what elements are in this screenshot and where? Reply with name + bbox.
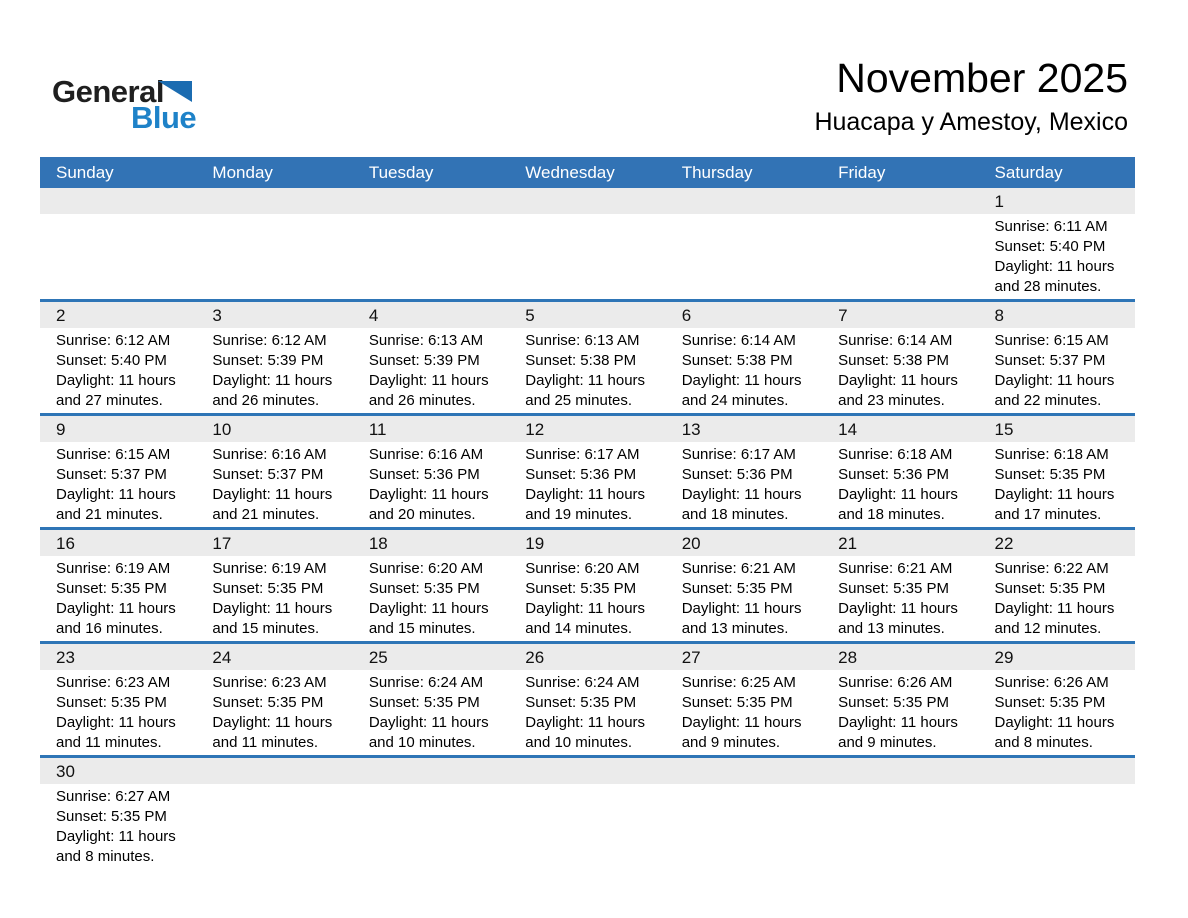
daylight-text-line1: Daylight: 11 hours [368, 714, 489, 731]
weekday-header-0: Sunday [56, 163, 114, 182]
day-cell-2 [40, 302, 196, 413]
daylight-text-line2: and 11 minutes. [212, 734, 319, 751]
day-info [666, 784, 822, 866]
day-number: 17 [196, 530, 352, 556]
day-number [509, 758, 665, 784]
day-info [666, 442, 822, 527]
day-info [509, 442, 665, 527]
day-info [979, 328, 1135, 413]
sunrise-text: Sunrise: 6:13 AM [525, 332, 640, 349]
day-cell-7 [822, 302, 978, 413]
sunrise-text: Sunrise: 6:19 AM [212, 560, 327, 577]
day-info [666, 214, 822, 296]
day-info [979, 784, 1135, 866]
day-info [40, 214, 196, 296]
day-cell-empty [666, 188, 822, 299]
day-cell-empty [822, 188, 978, 299]
daylight-text-line1: Daylight: 11 hours [56, 486, 176, 503]
day-info [822, 442, 978, 527]
weekday-header-row [40, 157, 1135, 188]
day-number: 16 [40, 530, 196, 556]
day-number: 22 [979, 530, 1135, 556]
day-info [509, 784, 665, 866]
day-cell-28 [822, 644, 978, 755]
sunset-text: Sunset: 5:36 PM [368, 466, 480, 483]
daylight-text-line1: Daylight: 11 hours [681, 714, 802, 731]
day-cell-18 [353, 530, 509, 641]
sunset-text: Sunset: 5:38 PM [838, 352, 950, 369]
month-title: November 2025 [836, 55, 1128, 101]
day-info [822, 328, 978, 413]
sunset-text: Sunset: 5:35 PM [56, 580, 167, 597]
day-number [666, 758, 822, 784]
sunset-text: Sunset: 5:38 PM [525, 352, 637, 369]
sunset-text: Sunset: 5:35 PM [56, 694, 167, 711]
day-number: 23 [40, 644, 196, 670]
daylight-text-line2: and 18 minutes. [838, 506, 945, 523]
day-info [353, 328, 509, 413]
weekday-header-6: Saturday [994, 163, 1063, 182]
day-number: 27 [666, 644, 822, 670]
daylight-text-line1: Daylight: 11 hours [838, 714, 958, 731]
day-cell-23 [40, 644, 196, 755]
daylight-text-line1: Daylight: 11 hours [368, 486, 489, 503]
sunrise-text: Sunrise: 6:21 AM [681, 560, 796, 577]
day-info [40, 784, 196, 869]
sunset-text: Sunset: 5:35 PM [368, 580, 480, 597]
day-number: 2 [40, 302, 196, 328]
day-info [353, 214, 509, 296]
day-number: 19 [509, 530, 665, 556]
day-number: 9 [40, 416, 196, 442]
day-info [196, 442, 352, 527]
day-number: 7 [822, 302, 978, 328]
day-info [666, 556, 822, 641]
day-cell-20 [666, 530, 822, 641]
daylight-text-line1: Daylight: 11 hours [994, 600, 1115, 617]
day-info [822, 214, 978, 296]
week-row-4 [40, 527, 1135, 641]
daylight-text-line2: and 26 minutes. [368, 392, 476, 409]
daylight-text-line1: Daylight: 11 hours [994, 258, 1115, 275]
daylight-text-line1: Daylight: 11 hours [838, 486, 958, 503]
daylight-text-line2: and 8 minutes. [994, 734, 1093, 751]
day-number: 1 [979, 188, 1135, 214]
sunrise-text: Sunrise: 6:15 AM [56, 446, 171, 463]
day-number: 28 [822, 644, 978, 670]
day-cell-empty [353, 188, 509, 299]
sunset-text: Sunset: 5:35 PM [681, 694, 793, 711]
day-info [353, 556, 509, 641]
day-info [40, 442, 196, 527]
day-number: 24 [196, 644, 352, 670]
sunrise-text: Sunrise: 6:17 AM [681, 446, 796, 463]
day-info [979, 670, 1135, 755]
day-cell-21 [822, 530, 978, 641]
daylight-text-line2: and 16 minutes. [56, 620, 163, 637]
daylight-text-line1: Daylight: 11 hours [212, 600, 333, 617]
day-cell-30 [40, 758, 196, 869]
calendar-weeks [40, 188, 1135, 869]
sunset-text: Sunset: 5:35 PM [56, 808, 167, 825]
sunrise-text: Sunrise: 6:20 AM [525, 560, 640, 577]
daylight-text-line1: Daylight: 11 hours [994, 714, 1115, 731]
weekday-header-2: Tuesday [368, 163, 434, 182]
day-number: 29 [979, 644, 1135, 670]
daylight-text-line2: and 10 minutes. [368, 734, 476, 751]
daylight-text-line2: and 15 minutes. [368, 620, 476, 637]
daylight-text-line1: Daylight: 11 hours [525, 600, 646, 617]
day-info [509, 670, 665, 755]
general-blue-logo [52, 74, 212, 138]
sunset-text: Sunset: 5:37 PM [56, 466, 167, 483]
day-number: 21 [822, 530, 978, 556]
day-number: 26 [509, 644, 665, 670]
day-cell-1 [979, 188, 1135, 299]
day-cell-29 [979, 644, 1135, 755]
sunset-text: Sunset: 5:35 PM [525, 580, 637, 597]
calendar-grid [40, 157, 1135, 869]
day-cell-16 [40, 530, 196, 641]
day-number: 13 [666, 416, 822, 442]
daylight-text-line2: and 24 minutes. [681, 392, 789, 409]
sunset-text: Sunset: 5:35 PM [994, 580, 1106, 597]
sunrise-text: Sunrise: 6:21 AM [838, 560, 953, 577]
day-cell-empty [40, 188, 196, 299]
sunrise-text: Sunrise: 6:12 AM [212, 332, 327, 349]
logo-text-general: General [52, 74, 164, 109]
daylight-text-line1: Daylight: 11 hours [838, 372, 958, 389]
sunset-text: Sunset: 5:35 PM [838, 694, 950, 711]
day-cell-empty [979, 758, 1135, 869]
day-number [196, 188, 352, 214]
day-info [196, 214, 352, 296]
daylight-text-line1: Daylight: 11 hours [525, 372, 646, 389]
sunrise-text: Sunrise: 6:24 AM [368, 674, 484, 691]
day-number: 5 [509, 302, 665, 328]
day-info [666, 328, 822, 413]
day-cell-10 [196, 416, 352, 527]
sunrise-text: Sunrise: 6:19 AM [56, 560, 171, 577]
day-cell-19 [509, 530, 665, 641]
sunset-text: Sunset: 5:35 PM [994, 694, 1106, 711]
daylight-text-line1: Daylight: 11 hours [212, 486, 333, 503]
day-number [979, 758, 1135, 784]
daylight-text-line2: and 15 minutes. [212, 620, 320, 637]
day-info [509, 556, 665, 641]
day-cell-14 [822, 416, 978, 527]
day-info [822, 670, 978, 755]
day-number: 12 [509, 416, 665, 442]
location-subtitle: Huacapa y Amestoy, Mexico [814, 108, 1128, 137]
sunset-text: Sunset: 5:40 PM [994, 238, 1106, 255]
day-info [822, 784, 978, 866]
day-number: 8 [979, 302, 1135, 328]
day-number: 25 [353, 644, 509, 670]
daylight-text-line2: and 11 minutes. [56, 734, 162, 751]
sunset-text: Sunset: 5:35 PM [368, 694, 480, 711]
day-info [196, 328, 352, 413]
weekday-header-3: Wednesday [525, 163, 615, 182]
day-number: 6 [666, 302, 822, 328]
sunrise-text: Sunrise: 6:25 AM [681, 674, 796, 691]
day-number [822, 758, 978, 784]
daylight-text-line2: and 10 minutes. [525, 734, 633, 751]
daylight-text-line1: Daylight: 11 hours [368, 372, 489, 389]
sunset-text: Sunset: 5:35 PM [212, 580, 324, 597]
sunrise-text: Sunrise: 6:20 AM [368, 560, 484, 577]
daylight-text-line2: and 19 minutes. [525, 506, 633, 523]
day-info [509, 214, 665, 296]
sunset-text: Sunset: 5:39 PM [212, 352, 324, 369]
daylight-text-line2: and 14 minutes. [525, 620, 633, 637]
sunrise-text: Sunrise: 6:22 AM [994, 560, 1109, 577]
daylight-text-line1: Daylight: 11 hours [681, 600, 802, 617]
week-row-2 [40, 299, 1135, 413]
sunset-text: Sunset: 5:36 PM [838, 466, 950, 483]
sunset-text: Sunset: 5:36 PM [525, 466, 637, 483]
day-cell-empty [196, 188, 352, 299]
sunset-text: Sunset: 5:35 PM [525, 694, 637, 711]
sunrise-text: Sunrise: 6:24 AM [525, 674, 640, 691]
day-number: 15 [979, 416, 1135, 442]
sunrise-text: Sunrise: 6:26 AM [994, 674, 1109, 691]
daylight-text-line2: and 28 minutes. [994, 278, 1102, 295]
day-info [196, 556, 352, 641]
sunrise-text: Sunrise: 6:17 AM [525, 446, 640, 463]
sunset-text: Sunset: 5:35 PM [838, 580, 950, 597]
day-number: 4 [353, 302, 509, 328]
day-cell-9 [40, 416, 196, 527]
day-info [979, 214, 1135, 299]
day-info [979, 442, 1135, 527]
sunrise-text: Sunrise: 6:18 AM [838, 446, 953, 463]
daylight-text-line2: and 23 minutes. [838, 392, 945, 409]
week-row-1 [40, 188, 1135, 299]
daylight-text-line2: and 22 minutes. [994, 392, 1102, 409]
logo-text-blue: Blue [131, 100, 197, 135]
week-row-5 [40, 641, 1135, 755]
day-number: 20 [666, 530, 822, 556]
daylight-text-line2: and 9 minutes. [838, 734, 937, 751]
day-info [353, 784, 509, 866]
sunrise-text: Sunrise: 6:26 AM [838, 674, 953, 691]
daylight-text-line1: Daylight: 11 hours [56, 372, 176, 389]
sunrise-text: Sunrise: 6:14 AM [681, 332, 796, 349]
day-cell-3 [196, 302, 352, 413]
day-info [509, 328, 665, 413]
day-number [509, 188, 665, 214]
daylight-text-line2: and 17 minutes. [994, 506, 1102, 523]
sunset-text: Sunset: 5:35 PM [994, 466, 1106, 483]
sunset-text: Sunset: 5:36 PM [681, 466, 793, 483]
daylight-text-line1: Daylight: 11 hours [368, 600, 489, 617]
sunrise-text: Sunrise: 6:11 AM [994, 218, 1108, 235]
daylight-text-line2: and 12 minutes. [994, 620, 1102, 637]
day-info [40, 670, 196, 755]
daylight-text-line2: and 13 minutes. [681, 620, 789, 637]
day-number: 3 [196, 302, 352, 328]
day-cell-26 [509, 644, 665, 755]
sunset-text: Sunset: 5:35 PM [212, 694, 324, 711]
day-cell-5 [509, 302, 665, 413]
week-row-6 [40, 755, 1135, 869]
day-info [40, 556, 196, 641]
day-number: 30 [40, 758, 196, 784]
day-info [353, 670, 509, 755]
weekday-header-5: Friday [838, 163, 886, 182]
daylight-text-line1: Daylight: 11 hours [994, 486, 1115, 503]
day-number [822, 188, 978, 214]
day-info [666, 670, 822, 755]
daylight-text-line2: and 25 minutes. [525, 392, 633, 409]
daylight-text-line2: and 9 minutes. [681, 734, 781, 751]
day-cell-12 [509, 416, 665, 527]
sunrise-text: Sunrise: 6:14 AM [838, 332, 953, 349]
day-info [40, 328, 196, 413]
daylight-text-line2: and 8 minutes. [56, 848, 155, 865]
day-cell-13 [666, 416, 822, 527]
sunset-text: Sunset: 5:35 PM [681, 580, 793, 597]
sunrise-text: Sunrise: 6:23 AM [56, 674, 171, 691]
daylight-text-line1: Daylight: 11 hours [56, 828, 176, 845]
page-header [0, 0, 1188, 157]
sunrise-text: Sunrise: 6:23 AM [212, 674, 327, 691]
daylight-text-line1: Daylight: 11 hours [212, 714, 333, 731]
daylight-text-line2: and 20 minutes. [368, 506, 476, 523]
day-cell-8 [979, 302, 1135, 413]
daylight-text-line1: Daylight: 11 hours [212, 372, 333, 389]
daylight-text-line1: Daylight: 11 hours [525, 714, 646, 731]
day-cell-empty [196, 758, 352, 869]
sunrise-text: Sunrise: 6:18 AM [994, 446, 1109, 463]
daylight-text-line2: and 26 minutes. [212, 392, 320, 409]
day-number: 18 [353, 530, 509, 556]
title-block [814, 55, 1128, 137]
daylight-text-line2: and 13 minutes. [838, 620, 945, 637]
daylight-text-line1: Daylight: 11 hours [994, 372, 1115, 389]
sunset-text: Sunset: 5:37 PM [212, 466, 324, 483]
day-info [353, 442, 509, 527]
day-cell-22 [979, 530, 1135, 641]
day-number: 14 [822, 416, 978, 442]
daylight-text-line1: Daylight: 11 hours [681, 372, 802, 389]
week-row-3 [40, 413, 1135, 527]
day-cell-17 [196, 530, 352, 641]
sunrise-text: Sunrise: 6:27 AM [56, 788, 171, 805]
day-info [196, 784, 352, 866]
day-cell-empty [822, 758, 978, 869]
day-info [822, 556, 978, 641]
weekday-header-1: Monday [212, 163, 273, 182]
sunset-text: Sunset: 5:38 PM [681, 352, 793, 369]
weekday-header-4: Thursday [681, 163, 753, 182]
sunrise-text: Sunrise: 6:13 AM [368, 332, 484, 349]
sunset-text: Sunset: 5:39 PM [368, 352, 480, 369]
daylight-text-line2: and 27 minutes. [56, 392, 163, 409]
day-cell-25 [353, 644, 509, 755]
day-number [196, 758, 352, 784]
sunrise-text: Sunrise: 6:16 AM [368, 446, 484, 463]
day-number: 11 [353, 416, 509, 442]
day-cell-24 [196, 644, 352, 755]
day-number: 10 [196, 416, 352, 442]
sunset-text: Sunset: 5:40 PM [56, 352, 167, 369]
daylight-text-line2: and 21 minutes. [212, 506, 320, 523]
sunrise-text: Sunrise: 6:16 AM [212, 446, 327, 463]
day-cell-empty [353, 758, 509, 869]
daylight-text-line2: and 21 minutes. [56, 506, 163, 523]
daylight-text-line1: Daylight: 11 hours [838, 600, 958, 617]
day-number [666, 188, 822, 214]
day-cell-empty [509, 188, 665, 299]
day-cell-15 [979, 416, 1135, 527]
day-cell-27 [666, 644, 822, 755]
day-cell-6 [666, 302, 822, 413]
day-info [979, 556, 1135, 641]
daylight-text-line1: Daylight: 11 hours [681, 486, 802, 503]
daylight-text-line1: Daylight: 11 hours [525, 486, 646, 503]
sunrise-text: Sunrise: 6:12 AM [56, 332, 171, 349]
daylight-text-line2: and 18 minutes. [681, 506, 789, 523]
day-cell-4 [353, 302, 509, 413]
day-number [353, 188, 509, 214]
day-number [40, 188, 196, 214]
daylight-text-line1: Daylight: 11 hours [56, 600, 176, 617]
day-number [353, 758, 509, 784]
daylight-text-line1: Daylight: 11 hours [56, 714, 176, 731]
day-info [196, 670, 352, 755]
sunset-text: Sunset: 5:37 PM [994, 352, 1106, 369]
day-cell-11 [353, 416, 509, 527]
day-cell-empty [509, 758, 665, 869]
sunrise-text: Sunrise: 6:15 AM [994, 332, 1109, 349]
day-cell-empty [666, 758, 822, 869]
